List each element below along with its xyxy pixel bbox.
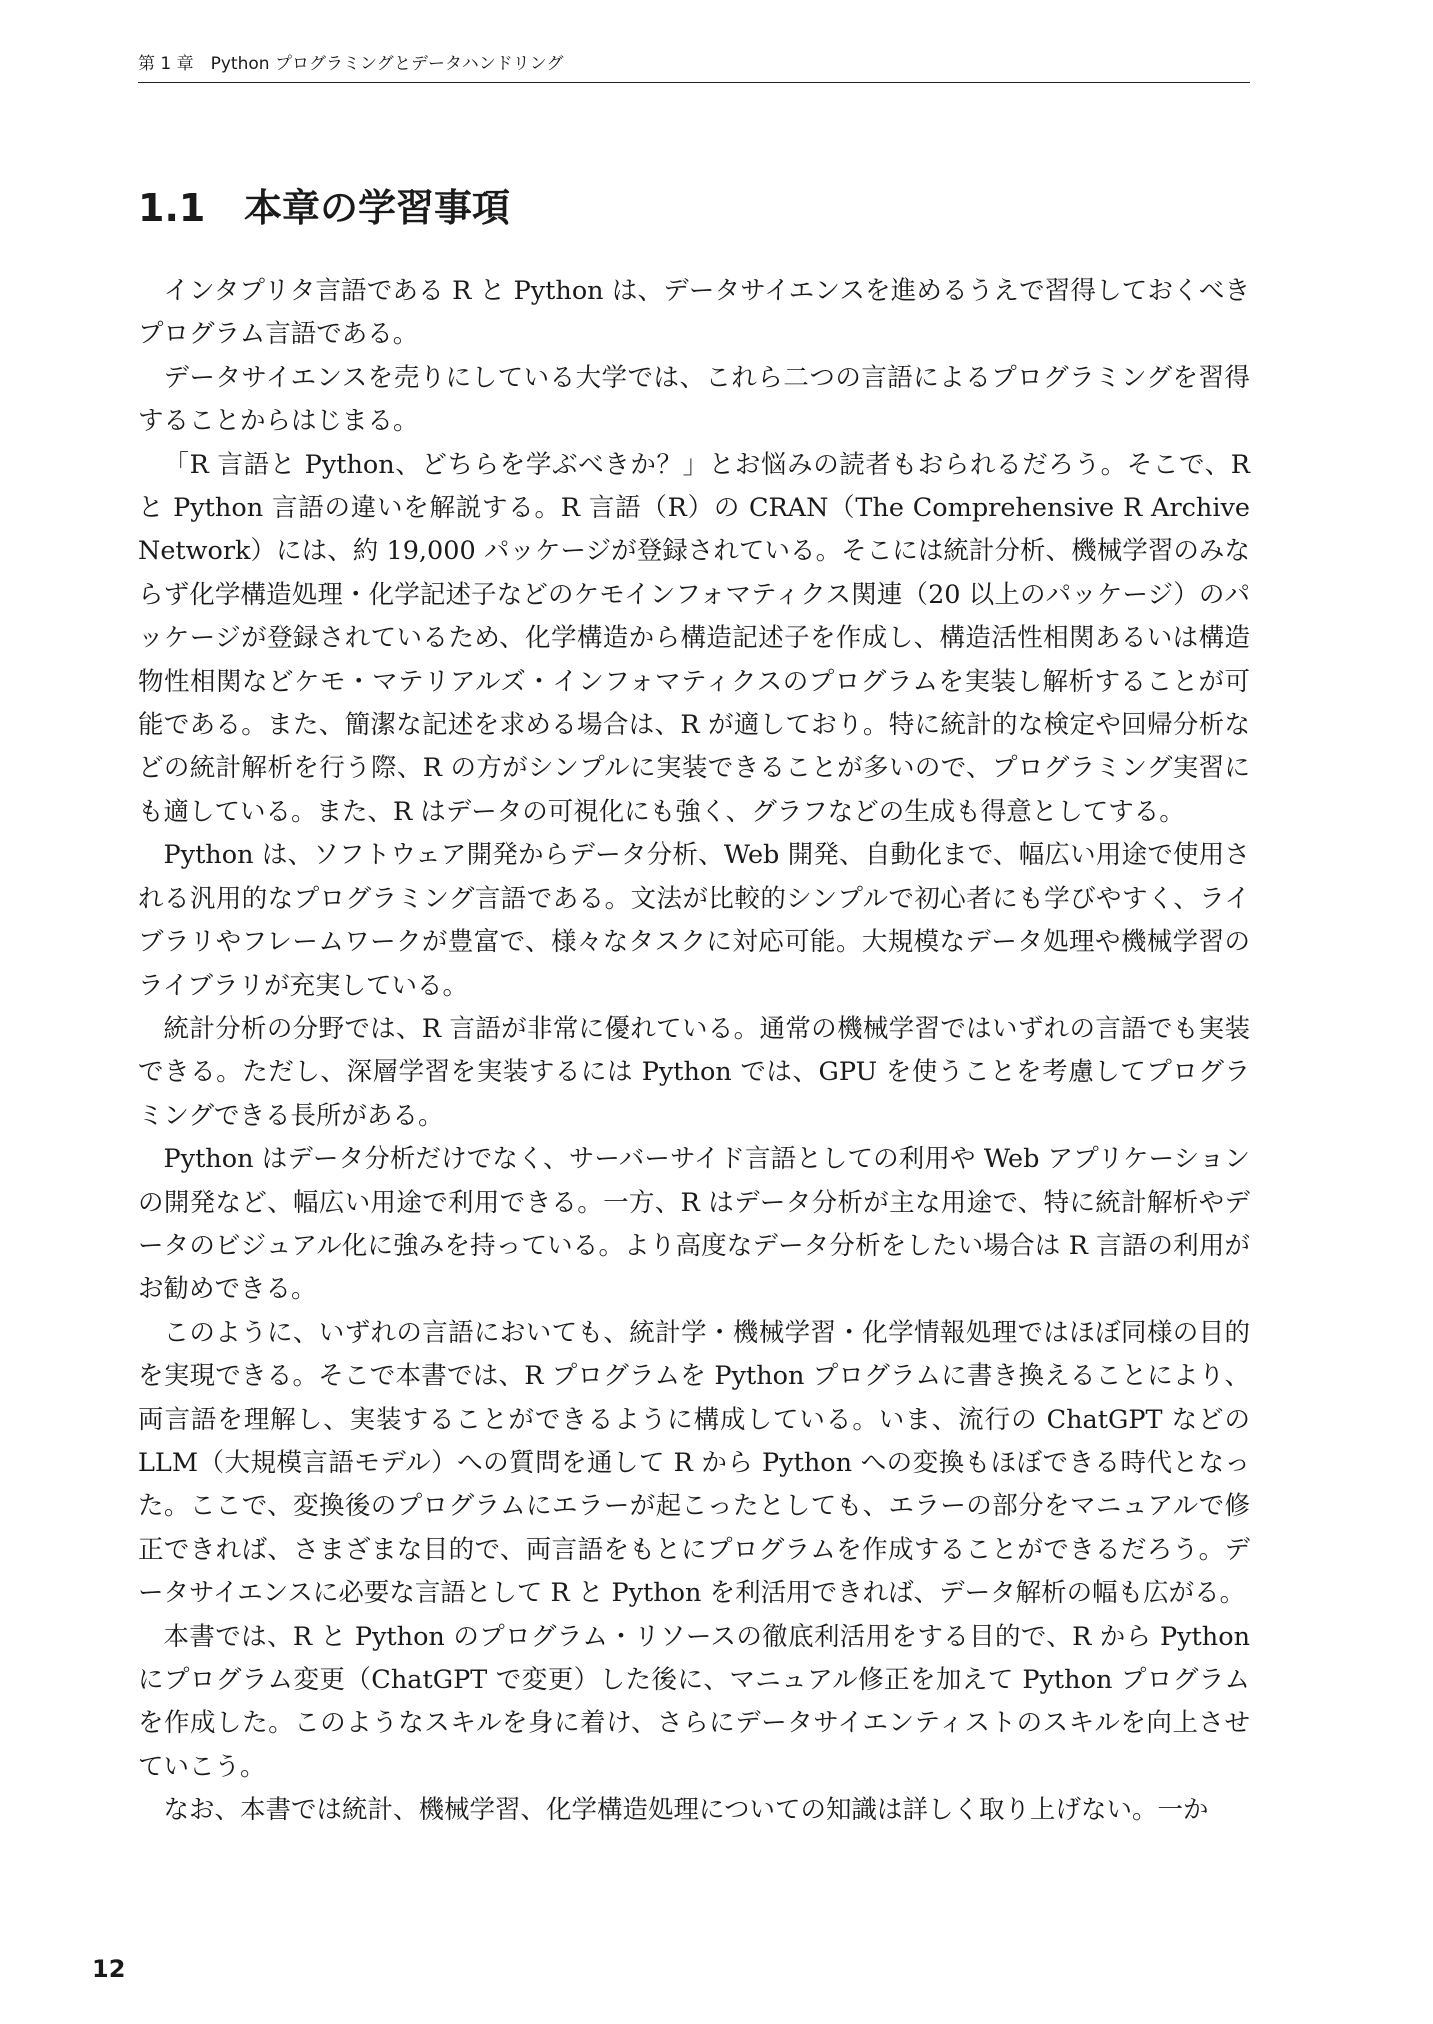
paragraph: なお、本書では統計、機械学習、化学構造処理についての知識は詳しく取り上げない。一か <box>163 1795 1209 1826</box>
paragraph: Python は、ソフトウェア開発からデータ分析、Web 開発、自動化まで、幅広い用途で使用される汎用的なプログラミング言語である。文法が比較的シンプルで初心者にも学びやすく、ライブラリやフレームワークが豊富で、様々なタスクに対応可能。大規模なデータ処理や機械学習のライブラリが充実している。 <box>138 840 1250 1001</box>
paragraph: インタプリタ言語である R と Python は、データサイエンスを進めるうえで習得しておくべきプログラム言語である。 <box>138 276 1250 350</box>
body-text <box>138 270 1250 1833</box>
paragraph: データサイエンスを売りにしている大学では、これら二つの言語によるプログラミングを習得することからはじまる。 <box>138 362 1250 437</box>
paragraph: 統計分析の分野では、R 言語が非常に優れている。通常の機械学習ではいずれの言語でも実装できる。ただし、深層学習を実装するには Python では、GPU を使うことを考慮してプログラミングできる長所がある。 <box>138 1013 1250 1131</box>
page-number: 12 <box>92 1955 126 1983</box>
section-heading <box>138 180 510 236</box>
paragraph: 「R 言語と Python、どちらを学ぶべきか？」とお悩みの読者もおられるだろう。そこで、R と Python 言語の違いを解説する。R 言語（R）の CRAN（The Comprehensive R Archive Network）には、約 19,000 パッケージが登録されている。そこには統計分析、機械学習のみならず化学構造処理・化学記述子などのケモインフォマティクス関連（20 以上のパッケージ）のパッケージが登録されているため、化学構造から構造記述子を作成し、構造活性相関あるいは構造物性相関などケモ・マテリアルズ・インフォマティクスのプログラムを実装し解析することが可能である。また、簡潔な記述を求める場合は、R が適しており。特に統計的な検定や回帰分析などの統計解析を行う際、R の方がシンプルに実装できることが多いので、プログラミング実習にも適している。また、R はデータの可視化にも強く、グラフなどの生成も得意としてする。 <box>138 449 1250 827</box>
paragraph: Python はデータ分析だけでなく、サーバーサイド言語としての利用や Web アプリケーションの開発など、幅広い用途で利用できる。一方、R はデータ分析が主な用途で、特に統計解析やデータのビジュアル化に強みを持っている。より高度なデータ分析をしたい場合は R 言語の利用がお勧めできる。 <box>138 1144 1250 1305</box>
section-number: 1.1 <box>138 186 206 230</box>
paragraph: 本書では、R と Python のプログラム・リソースの徹底利活用をする目的で、R から Python にプログラム変更（ChatGPT で変更）した後に、マニュアル修正を加えて Python プログラムを作成した。このようなスキルを身に着け、さらにデータサイエンティストのスキルを向上させていこう。 <box>138 1621 1250 1782</box>
section-title: 本章の学習事項 <box>244 186 511 230</box>
running-header: 第 1 章 Python プログラミングとデータハンドリング <box>138 52 1250 83</box>
paragraph: このように、いずれの言語においても、統計学・機械学習・化学情報処理ではほぼ同様の目的を実現できる。そこで本書では、R プログラムを Python プログラムに書き換えることにより、両言語を理解し、実装することができるように構成している。いま、流行の ChatGPT などの LLM（大規模言語モデル）への質問を通して R から Python への変換もほぼできる時代となった。ここで、変換後のプログラムにエラーが起こったとしても、エラーの部分をマニュアルで修正できれば、さまざまな目的で、両言語をもとにプログラムを作成することができるだろう。データサイエンスに必要な言語として R と Python を利活用できれば、データ解析の幅も広がる。 <box>138 1317 1250 1609</box>
